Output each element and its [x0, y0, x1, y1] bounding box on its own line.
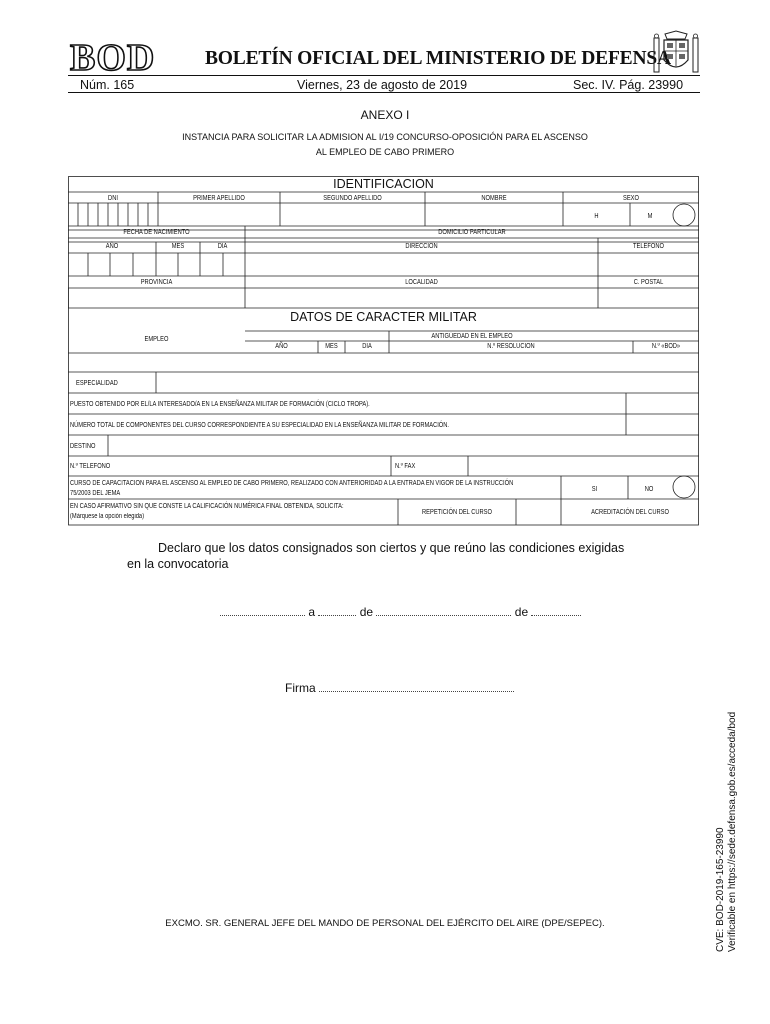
label-nombre: NOMBRE [481, 195, 507, 202]
label-primer-apellido: PRIMER APELLIDO [193, 195, 245, 202]
coat-of-arms-icon [652, 30, 700, 76]
label-mil-telefono: N.º TELEFONO [70, 463, 111, 470]
verification-url[interactable]: Verificable en https://sede.defensa.gob.es/acceda/bod [727, 711, 738, 952]
label-nac-ano: AÑO [105, 243, 119, 250]
recipient: EXCMO. SR. GENERAL JEFE DEL MANDO DE PERSONAL DEL EJÉRCITO DEL AIRE (DPE/SEPEC). [165, 918, 605, 929]
label-sexo: SEXO [623, 195, 639, 202]
datos-militar-header: DATOS DE CARACTER MILITAR [290, 310, 477, 324]
option-no[interactable]: NO [644, 486, 654, 493]
verification-note [715, 712, 739, 952]
label-fecha-nacimiento: FECHA DE NACIMIENTO [123, 229, 190, 236]
bulletin-title: BOLETÍN OFICIAL DEL MINISTERIO DE DEFENSA [205, 48, 671, 69]
cve-code: CVE: BOD-2019-165-23990 [715, 827, 726, 952]
annex-title: ANEXO I [360, 108, 410, 122]
date-de1: de [359, 605, 374, 619]
label-puesto: PUESTO OBTENIDO POR EL/LA INTERESADO/A EN LA ENSEÑANZA MILITAR DE FORMACIÓN (CICLO TROPA). [70, 401, 370, 408]
label-sexo-h[interactable]: H [594, 213, 599, 220]
application-title [120, 130, 650, 160]
label-resolucion: N.º RESOLUCION [487, 343, 535, 350]
label-domicilio: DOMICILIO PARTICULAR [438, 229, 506, 236]
label-mil-fax: N.º FAX [395, 463, 416, 470]
section-page: Sec. IV. Pág. 23990 [573, 78, 684, 92]
issue-number: Núm. 165 [80, 78, 135, 92]
place-field[interactable] [220, 606, 305, 616]
issue-date: Viernes, 23 de agosto de 2019 [297, 78, 468, 92]
label-ant-dia: DIA [362, 343, 372, 350]
label-destino: DESTINO [70, 443, 96, 450]
application-title-line1: INSTANCIA PARA SOLICITAR LA ADMISION AL I/19 CONCURSO-OPOSICIÓN PARA EL ASCENSO [182, 132, 588, 142]
month-field[interactable] [376, 606, 511, 616]
declaration-line1: Declaro que los datos consignados son ciertos y que reúno las condiciones exigidas [158, 541, 625, 555]
day-field[interactable] [318, 606, 356, 616]
bod-logo: BOD [70, 37, 156, 79]
label-especialidad: ESPECIALIDAD [76, 380, 118, 387]
label-localidad: LOCALIDAD [405, 279, 438, 286]
signature-field[interactable] [319, 682, 514, 692]
label-nac-dia: DIA [217, 243, 228, 250]
label-telefono: TELEFONO [633, 243, 664, 250]
signature-label: Firma [285, 681, 316, 695]
label-empleo: EMPLEO [144, 336, 169, 343]
label-provincia: PROVINCIA [140, 279, 173, 286]
signature-line [285, 681, 514, 695]
date-a: a [308, 605, 316, 619]
identificacion-header: IDENTIFICACION [333, 177, 434, 191]
label-caso-line2: (Márquese la opción elegida) [70, 513, 145, 520]
label-caso-line1: EN CASO AFIRMATIVO SIN QUE CONSTE LA CALIFICACIÓN NUMÉRICA FINAL OBTENIDA, SOLICITA: [70, 503, 344, 510]
label-direccion: DIRECCION [405, 243, 438, 250]
label-ant-mes: MES [325, 343, 338, 350]
label-sexo-m[interactable]: M [647, 213, 653, 220]
label-bod: N.º «BOD» [651, 343, 681, 350]
option-acreditacion[interactable]: ACREDITACIÓN DEL CURSO [591, 509, 669, 516]
label-cpostal: C. POSTAL [633, 279, 664, 286]
header-rule-top [68, 75, 700, 76]
application-title-line2: AL EMPLEO DE CABO PRIMERO [315, 147, 455, 157]
year-field[interactable] [531, 606, 581, 616]
date-de2: de [514, 605, 529, 619]
application-form [68, 176, 699, 526]
header-rule-bottom [68, 92, 700, 93]
declaration-text [127, 540, 647, 572]
label-antiguedad: ANTIGÜEDAD EN EL EMPLEO [431, 333, 513, 340]
label-numero-total: NÚMERO TOTAL DE COMPONENTES DEL CURSO CORRESPONDIENTE A SU ESPECIALIDAD EN LA ENSEÑANZA MILITAR DE FORMACIÓN. [70, 422, 450, 429]
declaration-line2: en la convocatoria [127, 557, 229, 571]
date-line [220, 605, 581, 619]
option-si[interactable]: SI [591, 486, 598, 493]
label-ant-ano: AÑO [275, 343, 288, 350]
label-nac-mes: MES [171, 243, 185, 250]
label-curso-line2: 75/2003 DEL JEMA [70, 490, 121, 497]
label-dni: DNI [108, 195, 118, 202]
label-segundo-apellido: SEGUNDO APELLIDO [323, 195, 382, 202]
label-curso-line1: CURSO DE CAPACITACION PARA EL ASCENSO AL EMPLEO DE CABO PRIMERO, REALIZADO CON ANTERIORIDAD A LA ENTRADA EN VIGOR DE LA INSTRUCCIÓN [70, 480, 514, 487]
option-repeticion[interactable]: REPETICIÓN DEL CURSO [422, 509, 492, 516]
